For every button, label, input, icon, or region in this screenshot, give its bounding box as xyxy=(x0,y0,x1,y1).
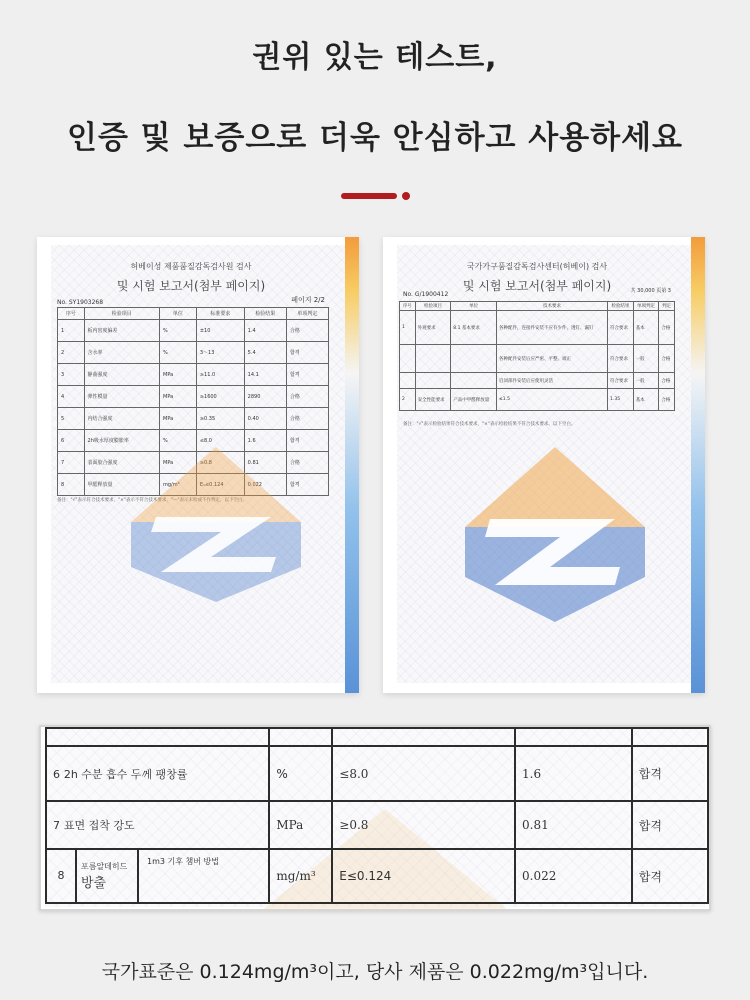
cell: 1.6 xyxy=(244,430,286,452)
cell xyxy=(400,373,416,389)
accent-dot xyxy=(402,192,410,200)
cell: 합격 xyxy=(286,474,328,496)
header-cell: 检验项目 xyxy=(415,302,451,311)
doc-number: No. SY1903268 xyxy=(57,299,104,306)
cell: 0.81 xyxy=(244,452,286,474)
headline-line-2: 인증 및 보증으로 더욱 안심하고 사용하세요 xyxy=(67,120,683,156)
certificate-card-right[interactable] xyxy=(383,237,705,693)
test-item: 2h 수분 흡수 두께 팽창률 xyxy=(63,767,188,781)
table-row xyxy=(58,364,329,386)
certificate-paper xyxy=(397,245,691,683)
cell xyxy=(415,345,451,373)
cell: 2 xyxy=(400,389,416,411)
table-row xyxy=(400,389,675,411)
table-row xyxy=(58,320,329,342)
cell: 8.1 基本要求 xyxy=(451,311,497,345)
cell: 启闭部件安装后应使用灵活 xyxy=(497,373,608,389)
footer-caption: 국가표준은 0.124mg/m³이고, 당사 제품은 0.022mg/m³입니다. xyxy=(101,961,649,983)
requirement-cell: E≤0.124 xyxy=(332,849,515,903)
doc-subtitle: 국가가구품질감독검사센터(허베이) 검사 xyxy=(466,262,608,271)
cell: % xyxy=(160,320,197,342)
cell: 合格 xyxy=(286,408,328,430)
cell: 합격 xyxy=(286,364,328,386)
table-row xyxy=(58,408,329,430)
cell: MPa xyxy=(160,452,197,474)
header-cell: 单位 xyxy=(451,302,497,311)
cell: % xyxy=(160,430,197,452)
unit-cell: MPa xyxy=(269,801,332,849)
table-note: 备注："√"表示检验结果符合技术要求，"×"表示检验结果不符合技术要求。以下空白。 xyxy=(403,422,576,427)
cell: 5 xyxy=(58,408,85,430)
cell: ≥11.0 xyxy=(196,364,244,386)
cell: 板内密度偏差 xyxy=(84,320,159,342)
cell: 产品中甲醛释放量 xyxy=(451,389,497,411)
cell: 合格 xyxy=(659,373,675,389)
cell: MPa xyxy=(160,386,197,408)
cell: 0.022 xyxy=(244,474,286,496)
brand-logo-watermark xyxy=(455,437,655,627)
cell: ≤1.5 xyxy=(497,389,608,411)
table-row xyxy=(400,311,675,345)
cell: 符合要求 xyxy=(608,345,634,373)
header-cell: 检验项目 xyxy=(84,308,159,320)
cell: 1.4 xyxy=(244,320,286,342)
result-cell: 0.022 xyxy=(515,849,632,903)
table-row xyxy=(400,345,675,373)
table-row xyxy=(46,746,708,801)
header-cell: 单项判定 xyxy=(633,302,659,311)
cell: ≤8.0 xyxy=(196,430,244,452)
cell: 1 xyxy=(58,320,85,342)
color-stripe xyxy=(345,237,359,693)
cell xyxy=(415,373,451,389)
unit-cell: % xyxy=(269,746,332,801)
cell: 内结合强度 xyxy=(84,408,159,430)
test-item: 방출 xyxy=(81,876,107,891)
test-item-small: 포름알데히드 xyxy=(81,862,128,871)
cell: 2 xyxy=(58,342,85,364)
cell: 弹性模量 xyxy=(84,386,159,408)
cell: ≥0.35 xyxy=(196,408,244,430)
cell: MPa xyxy=(160,364,197,386)
unit-cell: mg/m³ xyxy=(269,849,332,903)
cell: 合格 xyxy=(286,320,328,342)
doc-number: No. G/1900412 xyxy=(403,291,449,298)
cell: 1 xyxy=(400,311,416,345)
table-row xyxy=(58,342,329,364)
requirement-cell: ≤8.0 xyxy=(332,746,515,801)
cell: ≥1600 xyxy=(196,386,244,408)
cell xyxy=(400,345,416,373)
doc-title: 및 시험 보고서(첨부 페이지) xyxy=(116,279,266,293)
row-number: 7 xyxy=(53,819,60,832)
cell: mg/m³ xyxy=(160,474,197,496)
cell: 一般 xyxy=(633,345,659,373)
row-number: 6 xyxy=(53,767,60,781)
result-cell: 1.6 xyxy=(515,746,632,801)
header-cell: 技术要求 xyxy=(497,302,608,311)
cell: 2h吸水厚度膨胀率 xyxy=(84,430,159,452)
cell: 合格 xyxy=(659,389,675,411)
header-cell: 序号 xyxy=(400,302,416,311)
cell: 静曲强度 xyxy=(84,364,159,386)
cell xyxy=(451,373,497,389)
cell: 0.40 xyxy=(244,408,286,430)
zoomed-table-panel xyxy=(39,725,711,911)
header-cell: 标准要求 xyxy=(196,308,244,320)
cell: ≥0.8 xyxy=(196,452,244,474)
cell: 2890 xyxy=(244,386,286,408)
doc-page: 共 30,000 页第 3 xyxy=(630,288,671,294)
cell: 安全性能要求 xyxy=(415,389,451,411)
cell: 甲醛释放量 xyxy=(84,474,159,496)
result-cell: 0.81 xyxy=(515,801,632,849)
cell: 表面胶合强度 xyxy=(84,452,159,474)
header-cell: 判定 xyxy=(659,302,675,311)
cell: 합격 xyxy=(286,430,328,452)
table-row xyxy=(46,801,708,849)
table-row xyxy=(400,373,675,389)
cell: 14.1 xyxy=(244,364,286,386)
requirement-cell: ≥0.8 xyxy=(332,801,515,849)
cell: 1.35 xyxy=(608,389,634,411)
certificate-paper xyxy=(51,245,345,683)
certificate-card-left[interactable] xyxy=(37,237,359,693)
cell: 一般 xyxy=(633,373,659,389)
header-cell: 单项判定 xyxy=(286,308,328,320)
color-stripe xyxy=(691,237,705,693)
zoomed-paper xyxy=(45,727,705,907)
table-header-row xyxy=(400,302,675,311)
cell: 各种配件安装后应严密、平整、端正 xyxy=(497,345,608,373)
header-cell: 单位 xyxy=(160,308,197,320)
cell: 7 xyxy=(58,452,85,474)
table-row xyxy=(46,728,708,746)
header-cell: 序号 xyxy=(58,308,85,320)
cell: MPa xyxy=(160,408,197,430)
cell: 合格 xyxy=(286,452,328,474)
cell: 符合要求 xyxy=(608,311,634,345)
test-table xyxy=(399,301,675,411)
cell: 各种配件，连接件安装不应有少件、透钉、漏钉 xyxy=(497,311,608,345)
cell: 3 xyxy=(58,364,85,386)
cell: % xyxy=(160,342,197,364)
table-note: 备注："√"表示符合技术要求，"×"表示不符合技术要求，"—"表示未检或不作判定，以下空白。 xyxy=(57,498,248,503)
cell: 外观要求 xyxy=(415,311,451,345)
table-header-row xyxy=(58,308,329,320)
cell: E₁≤0.124 xyxy=(196,474,244,496)
doc-page: 페이지 2/2 xyxy=(291,296,325,304)
header-cell: 检验结果 xyxy=(244,308,286,320)
table-row xyxy=(46,849,708,903)
zoomed-result-table xyxy=(45,727,709,904)
cell: 基本 xyxy=(633,311,659,345)
cell: 合格 xyxy=(659,345,675,373)
doc-title: 및 시험 보고서(첨부 페이지) xyxy=(462,279,612,293)
test-item: 표면 접착 강도 xyxy=(63,819,135,832)
row-number: 8 xyxy=(47,850,77,902)
verdict-cell: 합격 xyxy=(632,849,708,903)
verdict-cell: 합격 xyxy=(632,746,708,801)
table-row xyxy=(58,386,329,408)
test-method: 1m3 기후 챔버 방법 xyxy=(147,857,219,866)
cell xyxy=(451,345,497,373)
verdict-cell: 합격 xyxy=(632,801,708,849)
cell: 합격 xyxy=(286,342,328,364)
cell: 5.4 xyxy=(244,342,286,364)
cell: 8 xyxy=(58,474,85,496)
headline-line-1: 권위 있는 테스트, xyxy=(252,40,498,75)
cell: 合格 xyxy=(659,311,675,345)
cell: 基本 xyxy=(633,389,659,411)
cell: 符合要求 xyxy=(608,373,634,389)
doc-subtitle: 허베이성 제품품질감독검사원 검사 xyxy=(130,262,252,271)
cell: 6 xyxy=(58,430,85,452)
cell: ±10 xyxy=(196,320,244,342)
header-cell: 检验结果 xyxy=(608,302,634,311)
cell: 含水率 xyxy=(84,342,159,364)
cell: 3～13 xyxy=(196,342,244,364)
cell: 合格 xyxy=(286,386,328,408)
brand-logo-watermark xyxy=(121,437,311,607)
accent-bar xyxy=(341,193,397,199)
cell: 4 xyxy=(58,386,85,408)
